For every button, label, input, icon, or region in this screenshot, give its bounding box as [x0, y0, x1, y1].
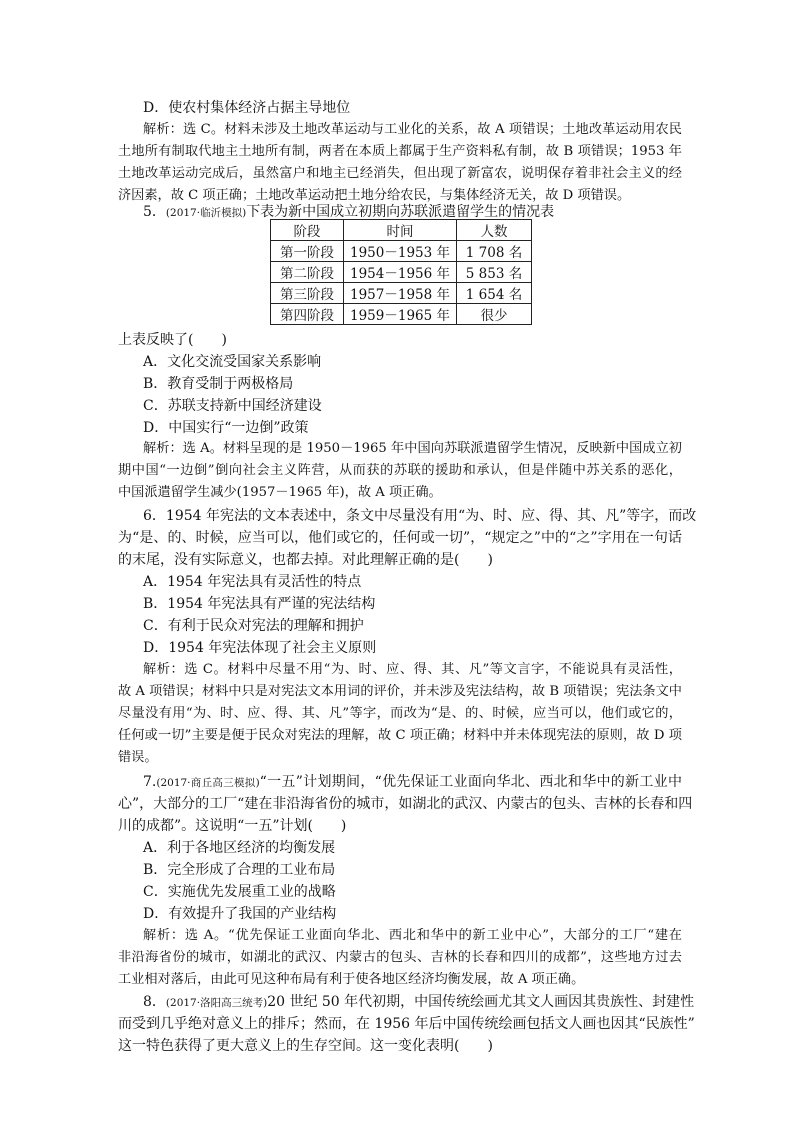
q6-stem-line-1: 6．1954 年宪法的文本表述中，条文中尽量没有用“为、时、应、得、其、凡”等字，而改	[143, 508, 697, 524]
q6-option-b: B．1954 年宪法具有严谨的宪法结构	[143, 596, 376, 612]
q5-option-a: A．文化交流受国家关系影响	[143, 354, 322, 370]
q5-analysis-line-3: 中国派遣留学生减少(1957－1965 年)，故 A 项正确。	[118, 485, 442, 500]
q5-analysis-line-1: 解析：选 A。材料呈现的是 1950－1965 年中国向苏联派遣留学生情况，反映新中国成立初	[143, 441, 682, 456]
table-header-cell: 时间	[344, 220, 457, 241]
table-cell: 1959－1965 年	[344, 304, 457, 325]
q6-analysis-line-4: 任何或一切”主要是便于民众对宪法的理解，故 C 项正确；材料中并未体现宪法的原则，故 D 项	[118, 728, 682, 743]
q7-option-a: A．利于各地区经济的均衡发展	[143, 840, 336, 856]
table-cell: 1957－1958 年	[344, 283, 457, 304]
q6-analysis-line-3: 尽量没有用“为、时、应、得、其、凡”等字，而改为“是、的、时候，应当可以，他们或它的，	[118, 706, 682, 721]
table-cell: 1 708 名	[457, 241, 532, 262]
q5-question: 上表反映了( )	[118, 332, 227, 348]
q7-stem-line-1	[143, 771, 682, 794]
table-row	[271, 304, 532, 325]
q4-analysis-line-4: 济因素，故 C 项正确；土地改革运动把土地分给农民，与集体经济无关，故 D 项错误。	[118, 188, 631, 203]
q7-option-c: C．实施优先发展重工业的战略	[143, 884, 336, 900]
q5-number: 5．	[143, 204, 166, 220]
q5-option-b: B．教育受制于两极格局	[143, 376, 294, 392]
table-cell: 第二阶段	[271, 262, 344, 283]
q6-analysis-line-1: 解析：选 C。材料中尽量不用“为、时、应、得、其、凡”等文言字，不能说具有灵活性，	[143, 662, 682, 677]
table-cell: 第一阶段	[271, 241, 344, 262]
q6-stem-line-2: 为“是、的、时候，应当可以，他们或它的，任何或一切”，“规定之”中的“之”字用在一句话	[118, 530, 682, 546]
q5-option-c: C．苏联支持新中国经济建设	[143, 398, 322, 414]
q6-option-c: C．有利于民众对宪法的理解和拥护	[143, 618, 364, 634]
q7-analysis-line-2: 非沿海省份的城市，如湖北的武汉、内蒙古的包头、吉林的长春和四川的成都”，这些地方过去	[118, 950, 682, 965]
q7-stem-text: “一五”计划期间，“优先保证工业面向华北、西北和华中的新工业中	[259, 774, 682, 790]
table-header-cell: 阶段	[271, 220, 344, 241]
q7-number: 7.	[143, 774, 157, 790]
table-cell: 1954－1956 年	[344, 262, 457, 283]
q8-stem-line-2: 而受到几乎绝对意义上的排斥；然而，在 1956 年后中国传统绘画包括文人画也因其“民族性”	[118, 1016, 695, 1032]
q7-analysis-line-3: 工业相对落后，由此可见这种布局有利于使各地区经济均衡发展，故 A 项正确。	[118, 972, 585, 987]
q8-source: (2017·洛阳高三统考)	[165, 997, 268, 1009]
q8-stem-line-1	[143, 991, 695, 1014]
table-cell: 很少	[457, 304, 532, 325]
q4-analysis-line-2: 土地所有制取代地主土地所有制，两者在本质上都属于生产资料私有制，故 B 项错误；1953 年	[118, 144, 682, 159]
q4-option-d: D．使农村集体经济占据主导地位	[143, 100, 351, 116]
q4-analysis-line-1: 解析：选 C。材料未涉及土地改革运动与工业化的关系，故 A 项错误；土地改革运动用农民	[143, 122, 682, 137]
table-row	[271, 283, 532, 304]
q5-table	[270, 219, 532, 325]
q6-option-d: D．1954 年宪法体现了社会主义原则	[143, 640, 377, 656]
q8-stem-line-3: 这一特色获得了更大意义上的生存空间。这一变化表明( )	[118, 1038, 493, 1054]
table-header-cell: 人数	[457, 220, 532, 241]
table-header-row	[271, 220, 532, 241]
q5-source: (2017·临沂模拟)	[165, 207, 247, 219]
q5-analysis-line-2: 期中国“一边倒”倒向社会主义阵营，从而获的苏联的援助和承认，但是伴随中苏关系的恶化，	[118, 463, 682, 478]
table-cell: 1 654 名	[457, 283, 532, 304]
q5-option-d: D．中国实行“一边倒”政策	[143, 420, 309, 436]
q7-source: (2017·商丘高三模拟)	[156, 777, 260, 789]
q4-analysis-line-3: 土地改革运动完成后，虽然富户和地主已经消失，但出现了新富农，说明保存着非社会主义的经	[118, 166, 682, 181]
q6-analysis-line-5: 错误。	[118, 750, 158, 765]
q7-analysis-line-1: 解析：选 A。“优先保证工业面向华北、西北和华中的新工业中心”，大部分的工厂“建在	[143, 928, 682, 943]
q8-stem-text: 20 世纪 50 年代初期，中国传统绘画尤其文人画因其贵族性、封建性	[267, 994, 695, 1010]
q8-number: 8．	[143, 994, 166, 1010]
table-cell: 1950－1953 年	[344, 241, 457, 262]
q7-stem-line-3: 川的成都”。这说明“一五”计划( )	[118, 818, 347, 834]
q6-stem-line-3: 的末尾，没有实际意义，也都去掉。对此理解正确的是( )	[118, 552, 493, 568]
table-cell: 第四阶段	[271, 304, 344, 325]
q6-option-a: A．1954 年宪法具有灵活性的特点	[143, 574, 362, 590]
table-row	[271, 262, 532, 283]
q7-option-b: B．完全形成了合理的工业布局	[143, 862, 336, 878]
table-cell: 5 853 名	[457, 262, 532, 283]
q7-option-d: D．有效提升了我国的产业结构	[143, 906, 337, 922]
q5-stem-text: 下表为新中国成立初期向苏联派遣留学生的情况表	[246, 204, 555, 220]
q6-analysis-line-2: 故 A 项错误；材料中只是对宪法文本用词的评价，并未涉及宪法结构，故 B 项错误；宪法条文中	[118, 684, 682, 699]
table-row	[271, 241, 532, 262]
table-cell: 第三阶段	[271, 283, 344, 304]
q7-stem-line-2: 心”，大部分的工厂“建在非沿海省份的城市，如湖北的武汉、内蒙古的包头、吉林的长春和四	[118, 796, 693, 812]
